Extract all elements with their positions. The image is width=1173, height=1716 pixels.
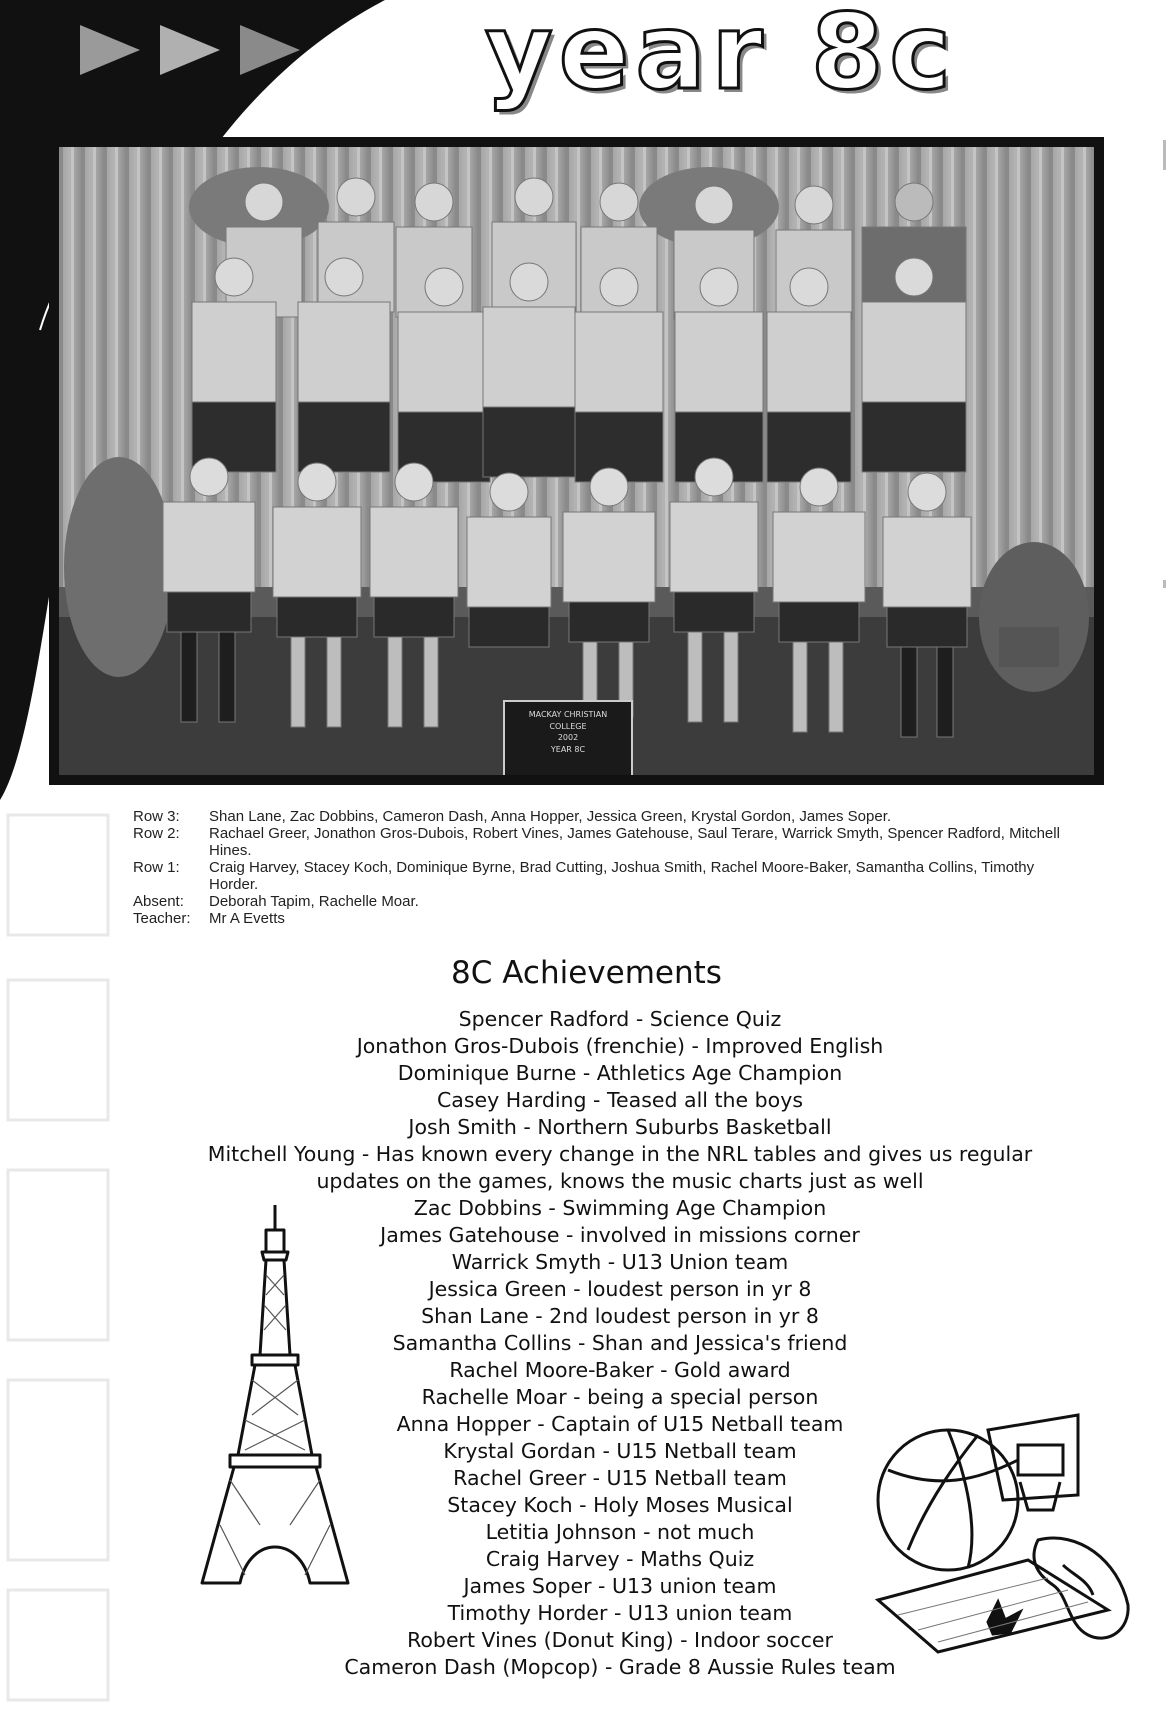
basketball-icon [868,1390,1146,1660]
photo-plaque [503,700,633,775]
achievement-item: Casey Harding - Teased all the boys [436,1088,804,1112]
achievement-item: Letitia Johnson - not much [485,1520,755,1544]
plaque-line: MACKAY CHRISTIAN [528,710,608,719]
achievement-item: Rachelle Moar - being a special person [421,1385,819,1409]
achievement-item: Anna Hopper - Captain of U15 Netball team [396,1412,844,1436]
achievement-item: James Gatehouse - involved in missions corner [380,1223,860,1247]
plaque-line: 2002 [557,733,579,743]
plaque-line: COLLEGE [549,721,587,731]
achievement-item: Robert Vines (Donut King) - Indoor soccer [407,1628,833,1652]
achievement-item: Cameron Dash (Mopcop) - Grade 8 Aussie Rules team [344,1655,896,1679]
caption-label: Row 3: [133,808,180,825]
caption-row [133,910,1073,927]
caption-row [133,893,1073,910]
caption-row [133,808,1073,825]
achievement-item: Rachel Moore-Baker - Gold award [449,1358,791,1382]
achievement-item: Stacey Koch - Holy Moses Musical [447,1493,793,1517]
achievement-item: Jonathon Gros-Dubois (frenchie) - Improved English [356,1034,884,1058]
caption-label: Row 1: [133,859,180,876]
achievement-item: Jessica Green - loudest person in yr 8 [428,1277,812,1301]
caption-row [133,859,1073,893]
plaque-line: YEAR 8C [550,744,586,754]
achievement-item: Spencer Radford - Science Quiz [458,1007,782,1031]
achievement-item: Josh Smith - Northern Suburbs Basketball [408,1115,832,1139]
caption-label: Absent: [133,893,184,910]
caption-label: Teacher: [133,910,191,927]
caption-names: Mr A Evetts [209,910,285,927]
page-title: year 8c [485,0,958,113]
achievement-item: Shan Lane - 2nd loudest person in yr 8 [421,1304,819,1328]
class-photo [49,137,1104,785]
eiffel-tower-icon [200,1205,350,1585]
achievement-item: Timothy Horder - U13 union team [447,1601,793,1625]
caption-label: Row 2: [133,825,180,842]
caption-names: Deborah Tapim, Rachelle Moar. [209,893,419,910]
caption-names: Rachael Greer, Jonathon Gros-Dubois, Robert Vines, James Gatehouse, Saul Terare, Warrick Smyth, Spencer Radford, Mitchell Hines. [209,825,1060,859]
achievement-item: Dominique Burne - Athletics Age Champion [397,1061,843,1085]
achievement-item: Craig Harvey - Maths Quiz [485,1547,755,1571]
achievements-title: 8C Achievements [451,955,722,991]
side-watermark [8,815,108,1700]
achievement-item: Zac Dobbins - Swimming Age Champion [413,1196,827,1220]
achievement-item: James Soper - U13 union team [463,1574,777,1598]
achievement-item: Mitchell Young - Has known every change in the NRL tables and gives us regular updates on the games, knows the music charts just as well [207,1142,1033,1193]
achievement-item: Krystal Gordan - U15 Netball team [443,1439,797,1463]
caption-row [133,825,1073,859]
class-photo-image [59,147,1094,775]
achievement-item: Rachel Greer - U15 Netball team [453,1466,787,1490]
achievement-item: Samantha Collins - Shan and Jessica's friend [392,1331,848,1355]
caption-names: Craig Harvey, Stacey Koch, Dominique Byrne, Brad Cutting, Joshua Smith, Rachel Moore-Baker, Samantha Collins, Timothy Horder. [209,859,1035,893]
achievement-item: Warrick Smyth - U13 Union team [451,1250,789,1274]
photo-caption [133,808,1073,927]
caption-names: Shan Lane, Zac Dobbins, Cameron Dash, Anna Hopper, Jessica Green, Krystal Gordon, James Soper. [209,808,892,825]
